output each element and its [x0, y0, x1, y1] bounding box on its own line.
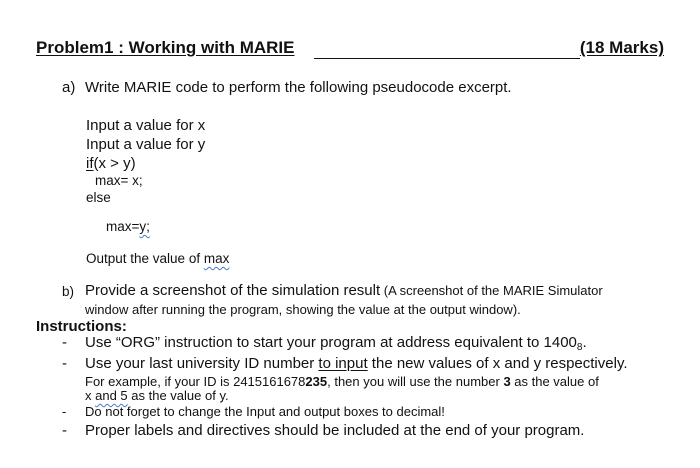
if-condition: (x > y) [93, 155, 136, 172]
example-line2-pre: x [85, 388, 96, 403]
instruction-1-text: Use “ORG” instruction to start your program at address equivalent to 1400 [85, 334, 577, 351]
pseudocode-max-y [106, 219, 150, 234]
instruction-2-bullet: - [62, 355, 67, 372]
if-keyword: if [86, 155, 94, 172]
header-divider [314, 58, 580, 59]
instruction-3-line-1 [85, 374, 599, 389]
pseudocode-max-x: max= x; [95, 173, 143, 188]
output-prefix: Output the value of [86, 251, 204, 266]
instruction-2-pre: Use your last university ID number [85, 355, 319, 372]
example-id-prefix: For example, if your ID is 2415161678 [85, 374, 306, 389]
example-line2-post: as the value of y. [127, 388, 229, 403]
pseudocode-else: else [86, 190, 111, 205]
example-id-bold-digits: 235 [305, 374, 328, 389]
example-x-value: 3 [503, 374, 511, 389]
instruction-5-bullet: - [62, 422, 67, 439]
instruction-1 [85, 334, 587, 353]
pseudocode-if-line [86, 155, 136, 172]
pseudocode-line-2: Input a value for y [86, 136, 206, 153]
example-end-text: as the value of [510, 374, 599, 389]
instruction-5-text: Proper labels and directives should be included at the end of your program. [85, 422, 585, 439]
instruction-3-line-2 [85, 388, 229, 403]
instruction-4-text: Do not forget to change the Input and output boxes to decimal! [85, 404, 445, 419]
pseudocode-line-1: Input a value for x [86, 117, 206, 134]
instructions-heading: Instructions: [36, 318, 127, 335]
part-a-text: Write MARIE code to perform the following pseudocode excerpt. [85, 79, 512, 96]
instruction-1-subscript: 8 [576, 342, 583, 353]
problem-title: Problem1 : Working with MARIE [36, 38, 295, 57]
max-y-prefix: max= [106, 219, 140, 234]
part-b-text-main: Provide a screenshot of the simulation result [85, 282, 381, 299]
part-a-marker: a) [62, 79, 76, 96]
part-b-marker: b) [62, 284, 75, 299]
example-mid-text: , then you will use the number [327, 374, 504, 389]
instruction-2 [85, 355, 628, 372]
part-b-text-small: (A screenshot of the MARIE Simulator [380, 283, 603, 298]
max-y-var: y; [139, 219, 150, 234]
problem-header [36, 38, 664, 62]
instruction-2-post: the new values of x and y respectively. [367, 355, 628, 372]
instruction-1-bullet: - [62, 334, 67, 351]
instruction-4-bullet: - [62, 404, 67, 419]
part-b-line-2: window after running the program, showing the value at the output window). [85, 302, 521, 317]
part-b-line-1 [85, 282, 603, 300]
instruction-2-underlined: to input [318, 355, 368, 372]
problem-marks: (18 Marks) [579, 38, 664, 57]
example-y-value: and 5 [95, 388, 128, 403]
pseudocode-output [86, 251, 229, 266]
instruction-1-end: . [582, 334, 587, 351]
output-var: max [203, 251, 230, 266]
